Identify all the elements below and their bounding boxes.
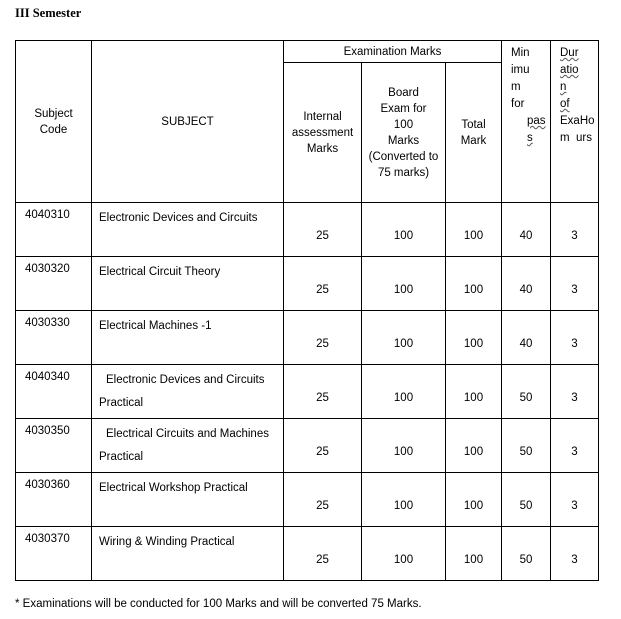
table-row [16, 365, 599, 419]
total-marks-cell: 100 [446, 419, 502, 473]
internal-marks-cell: 25 [284, 365, 362, 419]
internal-marks-cell: 25 [284, 419, 362, 473]
subject-code-header: Subject Code [16, 41, 92, 203]
board-marks-cell: 100 [362, 473, 446, 527]
total-marks-cell: 100 [446, 473, 502, 527]
subject-code-cell: 4040310 [16, 203, 92, 257]
duration-cell: 3 [551, 419, 599, 473]
board-exam-header: Board Exam for 100 Marks (Converted to 75 marks) [362, 63, 446, 203]
board-marks-cell: 100 [362, 203, 446, 257]
board-marks-cell: 100 [362, 311, 446, 365]
internal-marks-cell: 25 [284, 203, 362, 257]
table-row [16, 473, 599, 527]
duration-cell: 3 [551, 311, 599, 365]
duration-header: Dur atio n of ExaHo m urs [551, 41, 599, 203]
total-marks-cell: 100 [446, 311, 502, 365]
subject-code-cell: 4030360 [16, 473, 92, 527]
minimum-pass-cell: 50 [502, 365, 551, 419]
minimum-pass-cell: 40 [502, 311, 551, 365]
table-row [16, 311, 599, 365]
footnote: * Examinations will be conducted for 100 Marks and will be converted 75 Marks. [15, 598, 422, 610]
internal-marks-cell: 25 [284, 257, 362, 311]
internal-header: Internal assessment Marks [284, 63, 362, 203]
board-marks-cell: 100 [362, 365, 446, 419]
minimum-pass-cell: 50 [502, 473, 551, 527]
internal-marks-cell: 25 [284, 473, 362, 527]
subject-name-cell: Electronic Devices and Circuits [92, 203, 284, 257]
minimum-pass-cell: 50 [502, 419, 551, 473]
subject-code-cell: 4030370 [16, 527, 92, 581]
marks-table [15, 40, 599, 581]
table-row [16, 257, 599, 311]
internal-marks-cell: 25 [284, 527, 362, 581]
table-row [16, 203, 599, 257]
subject-name-cell: Electronic Devices and Circuits Practical [92, 365, 284, 419]
subject-header: SUBJECT [92, 41, 284, 203]
internal-marks-cell: 25 [284, 311, 362, 365]
subject-code-cell: 4030350 [16, 419, 92, 473]
minimum-pass-header: Min imu m for pas s [502, 41, 551, 203]
subject-code-cell: 4030320 [16, 257, 92, 311]
subject-name-cell: Electrical Workshop Practical [92, 473, 284, 527]
table-row [16, 527, 599, 581]
total-marks-cell: 100 [446, 365, 502, 419]
subject-name-cell: Electrical Circuits and Machines Practical [92, 419, 284, 473]
subject-name-cell: Electrical Machines -1 [92, 311, 284, 365]
total-header: Total Mark [446, 63, 502, 203]
table-row [16, 419, 599, 473]
duration-cell: 3 [551, 257, 599, 311]
subject-name-cell: Electrical Circuit Theory [92, 257, 284, 311]
semester-title: III Semester [15, 6, 82, 20]
minimum-pass-cell: 50 [502, 527, 551, 581]
duration-cell: 3 [551, 365, 599, 419]
board-marks-cell: 100 [362, 527, 446, 581]
total-marks-cell: 100 [446, 203, 502, 257]
duration-cell: 3 [551, 473, 599, 527]
minimum-pass-cell: 40 [502, 203, 551, 257]
duration-cell: 3 [551, 527, 599, 581]
minimum-pass-cell: 40 [502, 257, 551, 311]
subject-code-cell: 4040340 [16, 365, 92, 419]
total-marks-cell: 100 [446, 257, 502, 311]
total-marks-cell: 100 [446, 527, 502, 581]
duration-cell: 3 [551, 203, 599, 257]
board-marks-cell: 100 [362, 419, 446, 473]
subject-code-cell: 4030330 [16, 311, 92, 365]
examination-marks-header: Examination Marks [284, 41, 502, 63]
subject-name-cell: Wiring & Winding Practical [92, 527, 284, 581]
board-marks-cell: 100 [362, 257, 446, 311]
